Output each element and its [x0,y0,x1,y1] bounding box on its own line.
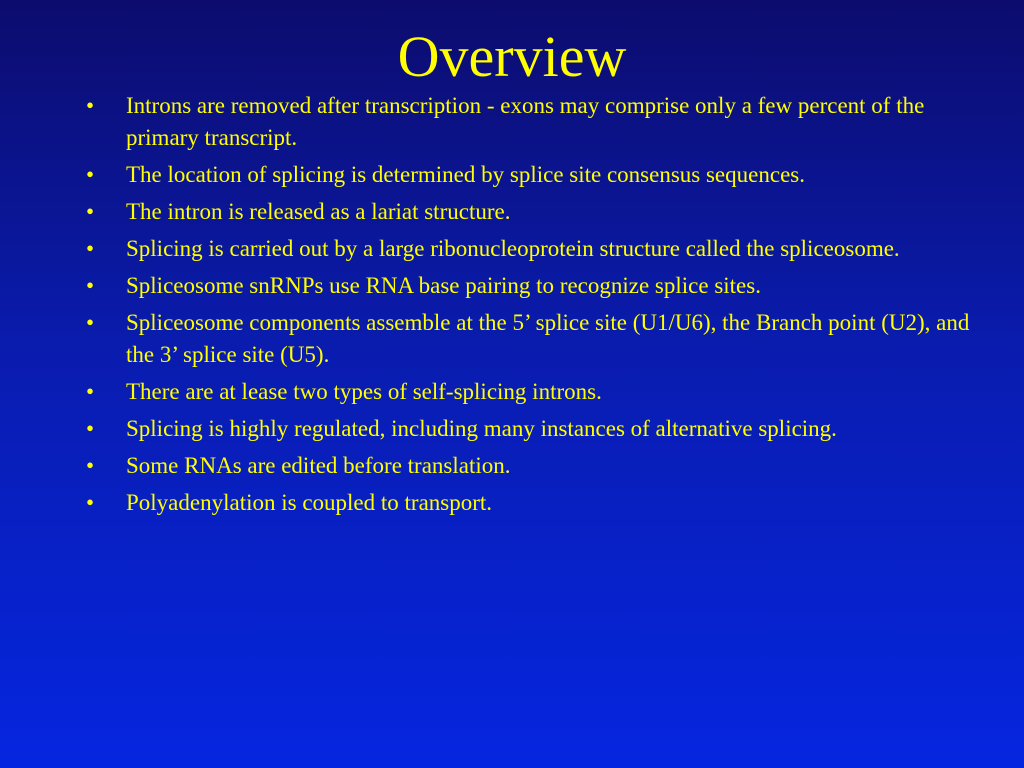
bullet-item [86,233,996,265]
bullet-marker: • [86,490,95,515]
bullet-item [86,90,996,154]
bullet-marker: • [86,162,95,187]
bullet-marker: • [86,379,95,404]
bullet-text: The intron is released as a lariat structure. [126,199,511,224]
bullet-marker: • [86,199,95,224]
bullet-item [86,450,996,482]
bullet-item [86,413,996,445]
bullet-text: Spliceosome components assemble at the 5’ splice site (U1/U6), the Branch point (U2), and the 3’ splice site (U5). [126,310,970,367]
bullet-marker: • [86,453,95,478]
bullet-text: Some RNAs are edited before translation. [126,453,511,478]
bullet-item [86,196,996,228]
bullet-item [86,376,996,408]
bullet-text: Introns are removed after transcription - exons may comprise only a few percent of the primary transcript. [126,93,925,150]
bullet-item [86,487,996,519]
bullet-text: The location of splicing is determined by splice site consensus sequences. [126,162,805,187]
bullet-marker: • [86,310,95,335]
bullet-marker: • [86,93,95,118]
bullet-item [86,159,996,191]
bullet-text: Polyadenylation is coupled to transport. [126,490,493,515]
bullet-text: Splicing is carried out by a large ribonucleoprotein structure called the spliceosome. [126,236,900,261]
bullet-item [86,270,996,302]
bullet-marker: • [86,273,95,298]
slide-title: Overview [397,24,627,89]
bullet-list [86,90,996,524]
bullet-text: Splicing is highly regulated, including many instances of alternative splicing. [126,416,837,441]
bullet-marker: • [86,236,95,261]
bullet-text: There are at lease two types of self-splicing introns. [126,379,602,404]
bullet-text: Spliceosome snRNPs use RNA base pairing to recognize splice sites. [126,273,761,298]
bullet-marker: • [86,416,95,441]
bullet-item [86,307,996,371]
